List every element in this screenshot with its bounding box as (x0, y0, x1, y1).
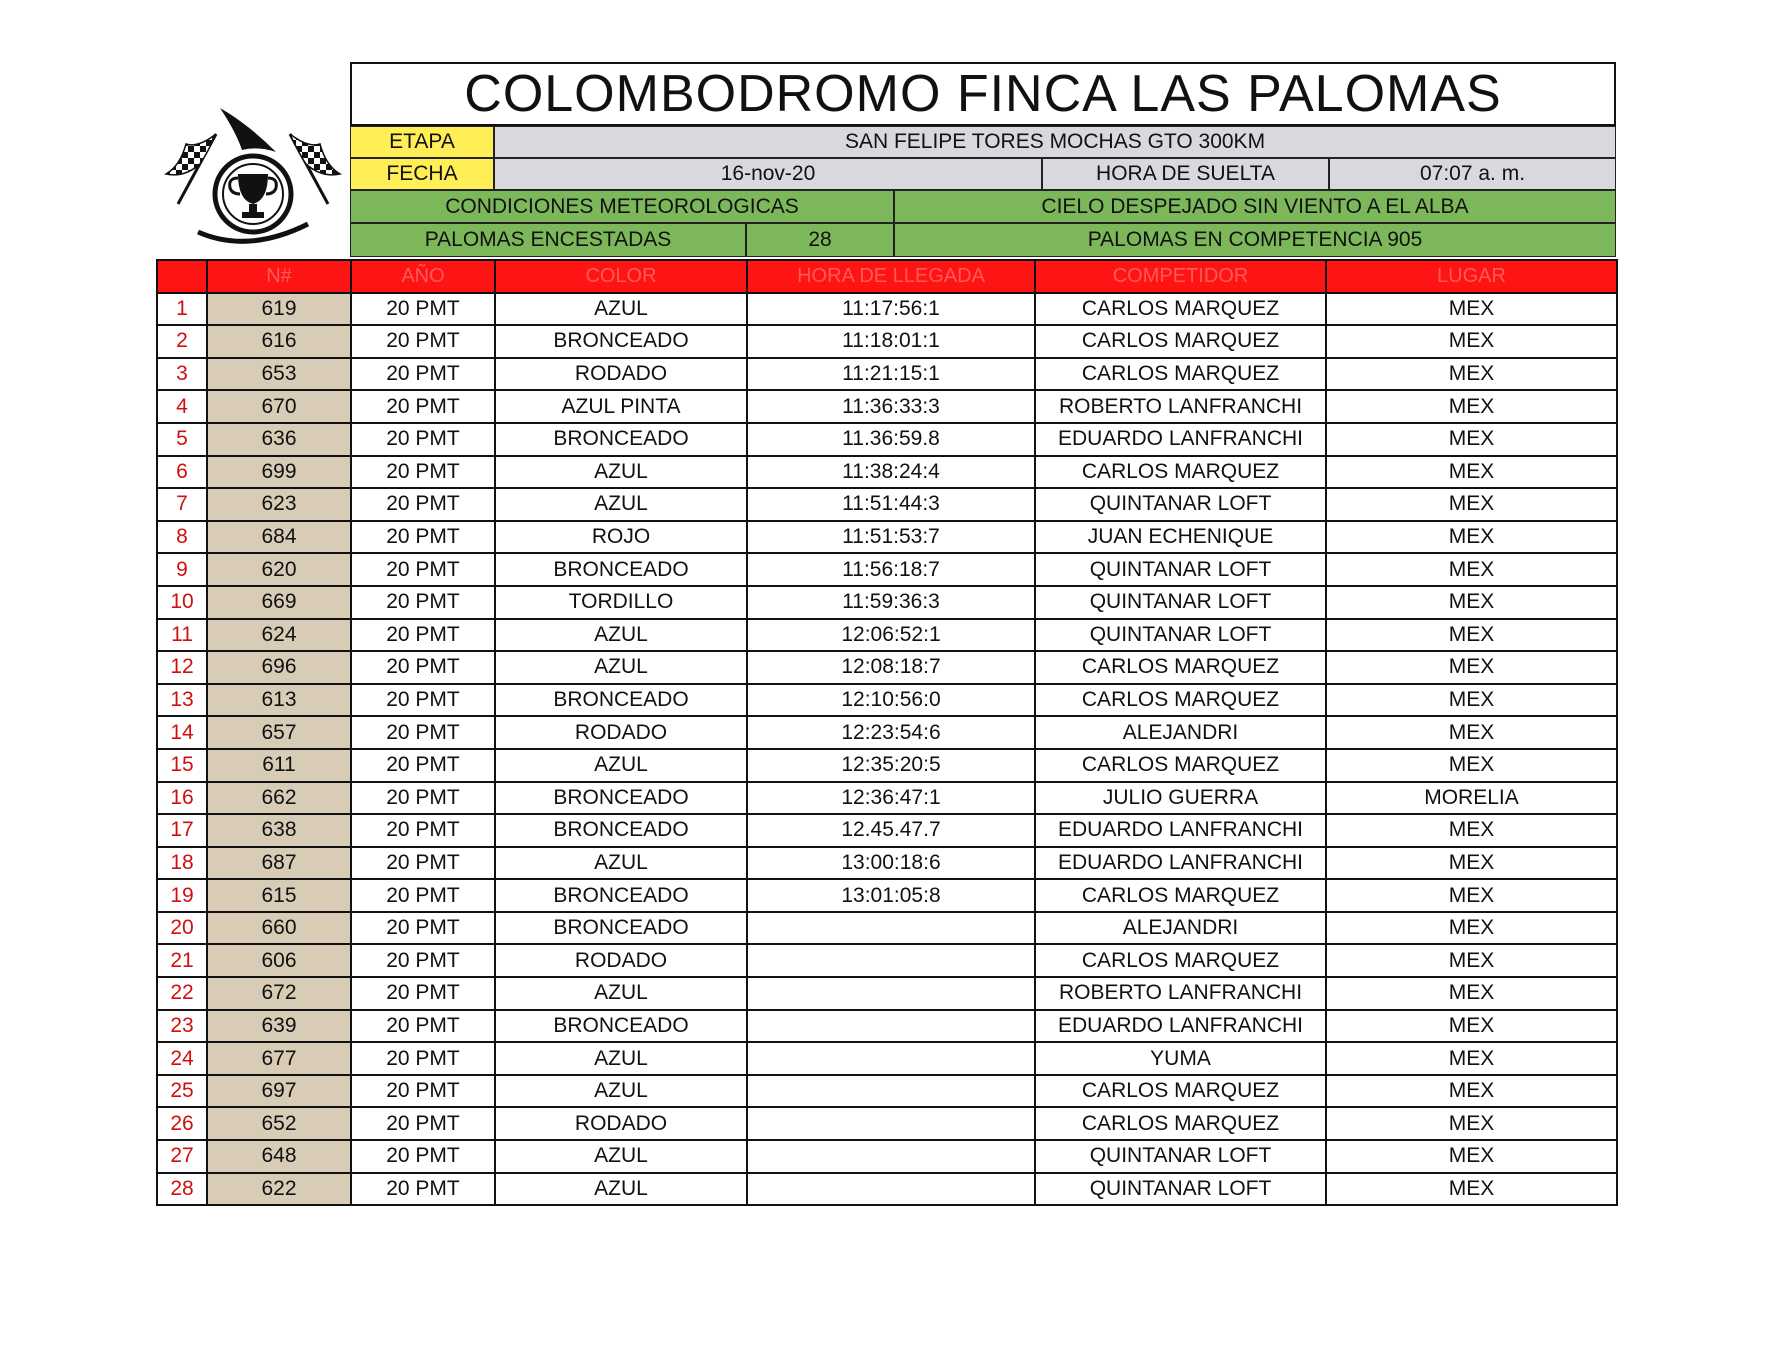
cell-arrival-time: 12:08:18:7 (747, 651, 1035, 684)
cell-competitor: EDUARDO LANFRANCHI (1035, 1010, 1326, 1043)
cell-color: BRONCEADO (495, 325, 747, 358)
cell-color: AZUL (495, 1173, 747, 1206)
cell-place: MEX (1326, 488, 1617, 521)
cell-place: MEX (1326, 1107, 1617, 1140)
cell-competitor: QUINTANAR LOFT (1035, 488, 1326, 521)
condiciones-label: CONDICIONES METEOROLOGICAS (350, 190, 894, 223)
cell-arrival-time (747, 1010, 1035, 1043)
table-row (157, 619, 1617, 652)
competencia-count: PALOMAS EN COMPETENCIA 905 (894, 223, 1616, 257)
cell-place: MEX (1326, 325, 1617, 358)
cell-ring-number: 697 (207, 1075, 351, 1108)
cell-competitor: CARLOS MARQUEZ (1035, 879, 1326, 912)
table-row (157, 1010, 1617, 1043)
cell-ring-number: 636 (207, 423, 351, 456)
cell-year: 20 PMT (351, 814, 495, 847)
cell-position: 18 (157, 847, 207, 880)
etapa-label: ETAPA (350, 126, 494, 158)
cell-competitor: YUMA (1035, 1042, 1326, 1075)
cell-ring-number: 657 (207, 716, 351, 749)
cell-place: MEX (1326, 749, 1617, 782)
table-row (157, 814, 1617, 847)
cell-color: AZUL (495, 619, 747, 652)
cell-year: 20 PMT (351, 456, 495, 489)
cell-arrival-time (747, 912, 1035, 945)
cell-year: 20 PMT (351, 847, 495, 880)
cell-place: MORELIA (1326, 782, 1617, 815)
cell-place: MEX (1326, 879, 1617, 912)
cell-position: 8 (157, 521, 207, 554)
cell-year: 20 PMT (351, 521, 495, 554)
cell-year: 20 PMT (351, 619, 495, 652)
cell-position: 13 (157, 684, 207, 717)
table-row (157, 1107, 1617, 1140)
cell-place: MEX (1326, 1042, 1617, 1075)
cell-position: 9 (157, 553, 207, 586)
cell-color: BRONCEADO (495, 684, 747, 717)
cell-position: 5 (157, 423, 207, 456)
cell-competitor: ROBERTO LANFRANCHI (1035, 390, 1326, 423)
cell-arrival-time: 12:10:56:0 (747, 684, 1035, 717)
cell-year: 20 PMT (351, 1173, 495, 1206)
cell-year: 20 PMT (351, 977, 495, 1010)
table-row (157, 977, 1617, 1010)
cell-color: BRONCEADO (495, 782, 747, 815)
cell-place: MEX (1326, 586, 1617, 619)
cell-color: AZUL (495, 1140, 747, 1173)
encestadas-value: 28 (746, 223, 894, 257)
cell-year: 20 PMT (351, 488, 495, 521)
cell-year: 20 PMT (351, 749, 495, 782)
cell-color: AZUL (495, 977, 747, 1010)
cell-ring-number: 606 (207, 944, 351, 977)
cell-year: 20 PMT (351, 293, 495, 326)
cell-year: 20 PMT (351, 1140, 495, 1173)
fecha-value: 16-nov-20 (494, 158, 1042, 190)
cell-year: 20 PMT (351, 782, 495, 815)
hora-suelta-label: HORA DE SUELTA (1042, 158, 1329, 190)
table-header-row (157, 260, 1617, 293)
cell-place: MEX (1326, 651, 1617, 684)
cell-position: 11 (157, 619, 207, 652)
results-table (156, 259, 1618, 1206)
cell-competitor: CARLOS MARQUEZ (1035, 358, 1326, 391)
cell-color: AZUL (495, 749, 747, 782)
cell-place: MEX (1326, 619, 1617, 652)
table-row (157, 586, 1617, 619)
cell-competitor: EDUARDO LANFRANCHI (1035, 847, 1326, 880)
cell-position: 26 (157, 1107, 207, 1140)
cell-place: MEX (1326, 390, 1617, 423)
cell-place: MEX (1326, 847, 1617, 880)
column-header-year: AÑO (351, 260, 495, 293)
cell-arrival-time (747, 1075, 1035, 1108)
cell-place: MEX (1326, 716, 1617, 749)
results-sheet (156, 62, 1616, 1214)
cell-arrival-time (747, 977, 1035, 1010)
cell-competitor: JULIO GUERRA (1035, 782, 1326, 815)
cell-competitor: JUAN ECHENIQUE (1035, 521, 1326, 554)
table-row (157, 651, 1617, 684)
cell-arrival-time: 11:59:36:3 (747, 586, 1035, 619)
cell-competitor: ROBERTO LANFRANCHI (1035, 977, 1326, 1010)
cell-place: MEX (1326, 423, 1617, 456)
cell-color: BRONCEADO (495, 553, 747, 586)
cell-color: AZUL (495, 488, 747, 521)
cell-year: 20 PMT (351, 944, 495, 977)
cell-year: 20 PMT (351, 358, 495, 391)
cell-arrival-time: 12:06:52:1 (747, 619, 1035, 652)
cell-competitor: CARLOS MARQUEZ (1035, 456, 1326, 489)
table-row (157, 423, 1617, 456)
column-header-color: COLOR (495, 260, 747, 293)
cell-ring-number: 639 (207, 1010, 351, 1043)
cell-year: 20 PMT (351, 716, 495, 749)
cell-position: 4 (157, 390, 207, 423)
table-row (157, 488, 1617, 521)
cell-competitor: QUINTANAR LOFT (1035, 1173, 1326, 1206)
cell-place: MEX (1326, 1140, 1617, 1173)
cell-ring-number: 620 (207, 553, 351, 586)
cell-ring-number: 624 (207, 619, 351, 652)
cell-color: AZUL (495, 293, 747, 326)
cell-arrival-time: 11:36:33:3 (747, 390, 1035, 423)
cell-place: MEX (1326, 814, 1617, 847)
cell-color: TORDILLO (495, 586, 747, 619)
cell-arrival-time (747, 1042, 1035, 1075)
cell-ring-number: 670 (207, 390, 351, 423)
cell-color: AZUL PINTA (495, 390, 747, 423)
cell-place: MEX (1326, 912, 1617, 945)
cell-position: 21 (157, 944, 207, 977)
cell-position: 22 (157, 977, 207, 1010)
table-row (157, 553, 1617, 586)
cell-ring-number: 616 (207, 325, 351, 358)
cell-year: 20 PMT (351, 879, 495, 912)
cell-competitor: CARLOS MARQUEZ (1035, 944, 1326, 977)
table-row (157, 684, 1617, 717)
cell-year: 20 PMT (351, 912, 495, 945)
cell-position: 15 (157, 749, 207, 782)
cell-position: 28 (157, 1173, 207, 1206)
cell-position: 20 (157, 912, 207, 945)
etapa-value: SAN FELIPE TORES MOCHAS GTO 300KM (494, 126, 1616, 158)
table-row (157, 1042, 1617, 1075)
cell-arrival-time: 11:18:01:1 (747, 325, 1035, 358)
cell-arrival-time: 11:21:15:1 (747, 358, 1035, 391)
cell-position: 16 (157, 782, 207, 815)
cell-place: MEX (1326, 684, 1617, 717)
cell-place: MEX (1326, 944, 1617, 977)
cell-position: 10 (157, 586, 207, 619)
cell-arrival-time: 12:23:54:6 (747, 716, 1035, 749)
cell-position: 12 (157, 651, 207, 684)
cell-ring-number: 613 (207, 684, 351, 717)
cell-place: MEX (1326, 1173, 1617, 1206)
cell-color: BRONCEADO (495, 814, 747, 847)
table-row (157, 325, 1617, 358)
fecha-label: FECHA (350, 158, 494, 190)
cell-place: MEX (1326, 1075, 1617, 1108)
cell-arrival-time: 11:17:56:1 (747, 293, 1035, 326)
cell-year: 20 PMT (351, 1075, 495, 1108)
cell-ring-number: 662 (207, 782, 351, 815)
cell-color: RODADO (495, 358, 747, 391)
cell-ring-number: 660 (207, 912, 351, 945)
cell-year: 20 PMT (351, 651, 495, 684)
cell-color: AZUL (495, 847, 747, 880)
cell-position: 2 (157, 325, 207, 358)
cell-competitor: EDUARDO LANFRANCHI (1035, 814, 1326, 847)
cell-competitor: QUINTANAR LOFT (1035, 619, 1326, 652)
column-header-place: LUGAR (1326, 260, 1617, 293)
cell-ring-number: 619 (207, 293, 351, 326)
cell-competitor: EDUARDO LANFRANCHI (1035, 423, 1326, 456)
cell-year: 20 PMT (351, 1042, 495, 1075)
cell-color: RODADO (495, 716, 747, 749)
cell-place: MEX (1326, 358, 1617, 391)
cell-color: AZUL (495, 1042, 747, 1075)
cell-arrival-time: 12.45.47.7 (747, 814, 1035, 847)
cell-arrival-time: 13:01:05:8 (747, 879, 1035, 912)
cell-year: 20 PMT (351, 684, 495, 717)
table-row (157, 358, 1617, 391)
cell-position: 23 (157, 1010, 207, 1043)
cell-ring-number: 672 (207, 977, 351, 1010)
cell-year: 20 PMT (351, 325, 495, 358)
cell-competitor: CARLOS MARQUEZ (1035, 325, 1326, 358)
cell-ring-number: 648 (207, 1140, 351, 1173)
cell-arrival-time: 11:56:18:7 (747, 553, 1035, 586)
cell-ring-number: 669 (207, 586, 351, 619)
cell-place: MEX (1326, 293, 1617, 326)
cell-ring-number: 696 (207, 651, 351, 684)
table-row (157, 521, 1617, 554)
cell-competitor: QUINTANAR LOFT (1035, 586, 1326, 619)
cell-ring-number: 684 (207, 521, 351, 554)
cell-year: 20 PMT (351, 1107, 495, 1140)
cell-arrival-time: 11.36:59.8 (747, 423, 1035, 456)
column-header-arrival-time: HORA DE LLEGADA (747, 260, 1035, 293)
cell-arrival-time: 11:51:53:7 (747, 521, 1035, 554)
cell-position: 1 (157, 293, 207, 326)
cell-competitor: CARLOS MARQUEZ (1035, 651, 1326, 684)
cell-position: 6 (157, 456, 207, 489)
cell-arrival-time (747, 1140, 1035, 1173)
page-title: COLOMBODROMO FINCA LAS PALOMAS (350, 62, 1616, 126)
cell-arrival-time: 12:36:47:1 (747, 782, 1035, 815)
cell-competitor: QUINTANAR LOFT (1035, 1140, 1326, 1173)
cell-competitor: CARLOS MARQUEZ (1035, 1107, 1326, 1140)
cell-position: 19 (157, 879, 207, 912)
cell-color: ROJO (495, 521, 747, 554)
column-header-number: N# (207, 260, 351, 293)
cell-ring-number: 652 (207, 1107, 351, 1140)
table-row (157, 912, 1617, 945)
cell-ring-number: 638 (207, 814, 351, 847)
cell-competitor: CARLOS MARQUEZ (1035, 684, 1326, 717)
cell-year: 20 PMT (351, 553, 495, 586)
cell-position: 24 (157, 1042, 207, 1075)
cell-color: BRONCEADO (495, 912, 747, 945)
table-row (157, 293, 1617, 326)
table-row (157, 879, 1617, 912)
cell-competitor: QUINTANAR LOFT (1035, 553, 1326, 586)
cell-position: 25 (157, 1075, 207, 1108)
cell-ring-number: 622 (207, 1173, 351, 1206)
cell-color: RODADO (495, 944, 747, 977)
cell-ring-number: 611 (207, 749, 351, 782)
cell-ring-number: 615 (207, 879, 351, 912)
table-row (157, 1140, 1617, 1173)
cell-year: 20 PMT (351, 1010, 495, 1043)
cell-position: 17 (157, 814, 207, 847)
cell-ring-number: 653 (207, 358, 351, 391)
cell-position: 7 (157, 488, 207, 521)
cell-place: MEX (1326, 521, 1617, 554)
table-row (157, 782, 1617, 815)
cell-arrival-time (747, 944, 1035, 977)
cell-color: BRONCEADO (495, 879, 747, 912)
table-row (157, 1075, 1617, 1108)
cell-competitor: CARLOS MARQUEZ (1035, 1075, 1326, 1108)
cell-year: 20 PMT (351, 390, 495, 423)
table-row (157, 1173, 1617, 1206)
cell-color: BRONCEADO (495, 423, 747, 456)
cell-competitor: ALEJANDRI (1035, 912, 1326, 945)
table-row (157, 847, 1617, 880)
cell-year: 20 PMT (351, 423, 495, 456)
condiciones-value: CIELO DESPEJADO SIN VIENTO A EL ALBA (894, 190, 1616, 223)
cell-arrival-time: 12:35:20:5 (747, 749, 1035, 782)
cell-color: BRONCEADO (495, 1010, 747, 1043)
cell-color: AZUL (495, 456, 747, 489)
cell-ring-number: 623 (207, 488, 351, 521)
table-row (157, 749, 1617, 782)
cell-competitor: ALEJANDRI (1035, 716, 1326, 749)
cell-competitor: CARLOS MARQUEZ (1035, 749, 1326, 782)
cell-ring-number: 677 (207, 1042, 351, 1075)
table-row (157, 456, 1617, 489)
cell-ring-number: 687 (207, 847, 351, 880)
cell-color: AZUL (495, 651, 747, 684)
cell-place: MEX (1326, 1010, 1617, 1043)
cell-competitor: CARLOS MARQUEZ (1035, 293, 1326, 326)
cell-place: MEX (1326, 456, 1617, 489)
column-header-position (157, 260, 207, 293)
table-row (157, 390, 1617, 423)
cell-place: MEX (1326, 553, 1617, 586)
hora-suelta-value: 07:07 a. m. (1329, 158, 1616, 190)
cell-color: AZUL (495, 1075, 747, 1108)
cell-arrival-time (747, 1107, 1035, 1140)
cell-position: 27 (157, 1140, 207, 1173)
column-header-competitor: COMPETIDOR (1035, 260, 1326, 293)
table-row (157, 716, 1617, 749)
cell-arrival-time: 11:51:44:3 (747, 488, 1035, 521)
cell-arrival-time: 11:38:24:4 (747, 456, 1035, 489)
cell-position: 3 (157, 358, 207, 391)
encestadas-label: PALOMAS ENCESTADAS (350, 223, 746, 257)
cell-ring-number: 699 (207, 456, 351, 489)
cell-place: MEX (1326, 977, 1617, 1010)
table-row (157, 944, 1617, 977)
cell-color: RODADO (495, 1107, 747, 1140)
cell-arrival-time (747, 1173, 1035, 1206)
cell-year: 20 PMT (351, 586, 495, 619)
cell-position: 14 (157, 716, 207, 749)
cell-arrival-time: 13:00:18:6 (747, 847, 1035, 880)
